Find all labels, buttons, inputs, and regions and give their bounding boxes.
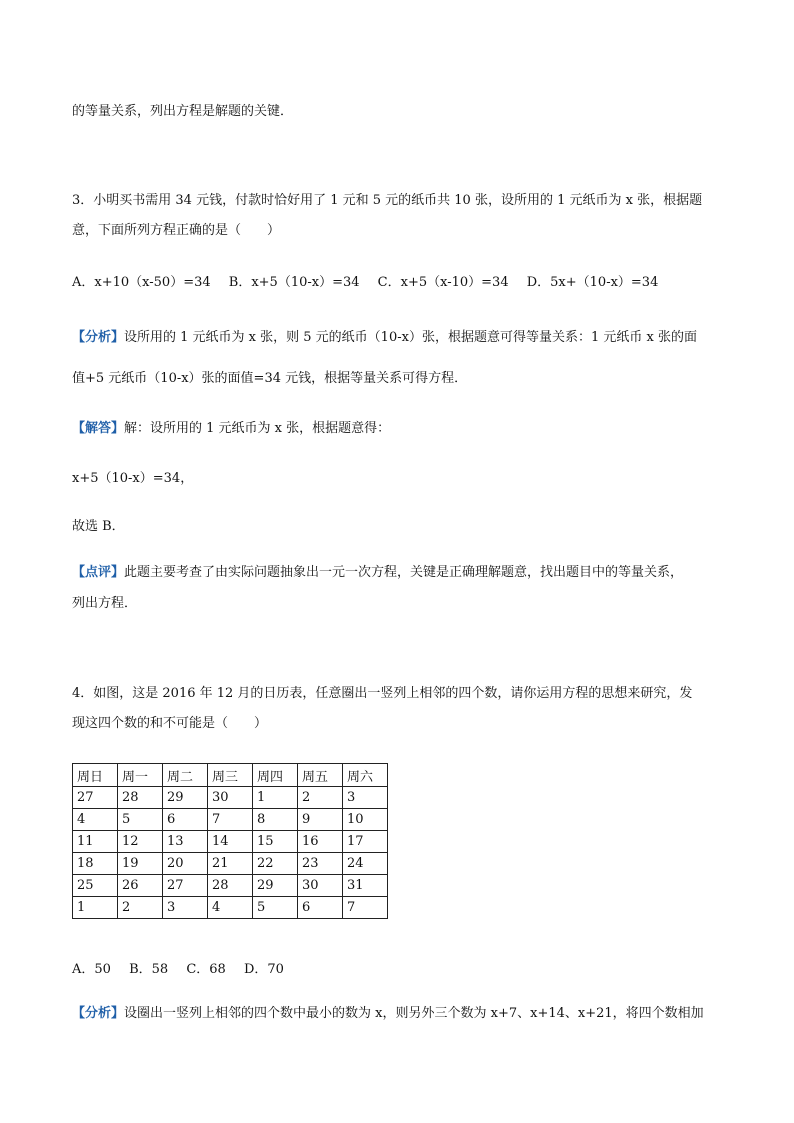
q4-stem-line-2: 现这四个数的和不可能是（ ）	[72, 716, 268, 731]
calendar-cell: 18	[73, 853, 118, 875]
calendar-header-cell: 周六	[343, 764, 388, 787]
calendar-cell: 29	[163, 787, 208, 809]
q3-comment-line-1	[72, 564, 683, 582]
calendar-cell: 1	[253, 787, 298, 809]
calendar-row	[73, 853, 388, 875]
q3-analysis-line-2: 值+5 元纸币（10-x）张的面值=34 元钱，根据等量关系可得方程．	[72, 371, 468, 386]
calendar-header-cell: 周二	[163, 764, 208, 787]
answer-tag: 【解答】	[72, 421, 125, 436]
calendar-cell: 13	[163, 831, 208, 853]
calendar-row	[73, 809, 388, 831]
calendar-header-cell: 周四	[253, 764, 298, 787]
calendar-cell: 30	[208, 787, 253, 809]
calendar-cell: 17	[343, 831, 388, 853]
calendar-row	[73, 875, 388, 897]
calendar-header-cell: 周一	[118, 764, 163, 787]
q3-stem-line-2: 意，下面所列方程正确的是（ ）	[72, 223, 281, 238]
q4-options	[72, 961, 298, 979]
calendar-cell: 23	[298, 853, 343, 875]
q3-option-d: D．5x+（10-x）=34	[526, 275, 659, 290]
q4-option-d: D．70	[243, 962, 284, 977]
calendar-cell: 9	[298, 809, 343, 831]
calendar-cell: 15	[253, 831, 298, 853]
calendar-row	[73, 897, 388, 919]
q3-answer-line-2: x+5（10-x）=34，	[72, 471, 194, 486]
calendar-cell: 27	[73, 787, 118, 809]
q4-option-a: A．50	[72, 962, 111, 977]
analysis-tag: 【分析】	[72, 330, 125, 345]
calendar-cell: 28	[208, 875, 253, 897]
q3-analysis-line-1	[72, 329, 697, 347]
q4-analysis-line-1	[72, 1005, 704, 1023]
calendar-cell: 1	[73, 897, 118, 919]
q3-option-b: B．x+5（10-x）=34	[228, 275, 360, 290]
analysis-tag: 【分析】	[72, 1006, 125, 1021]
calendar-cell: 5	[253, 897, 298, 919]
calendar-row	[73, 787, 388, 809]
calendar-cell: 26	[118, 875, 163, 897]
q3-analysis-text-1: 设所用的 1 元纸币为 x 张，则 5 元的纸币（10-x）张，根据题意可得等量关系：1 元纸币 x 张的面	[124, 330, 697, 345]
calendar-cell: 8	[253, 809, 298, 831]
calendar-cell: 27	[163, 875, 208, 897]
calendar-cell: 11	[73, 831, 118, 853]
calendar-cell: 4	[73, 809, 118, 831]
calendar-cell: 28	[118, 787, 163, 809]
q3-answer-line-3: 故选 B．	[72, 519, 125, 534]
calendar-header-cell: 周五	[298, 764, 343, 787]
q4-stem-line-1: 4．如图，这是 2016 年 12 月的日历表，任意圈出一竖列上相邻的四个数，请你运用方程的思想来研究，发	[72, 686, 693, 701]
calendar-cell: 3	[163, 897, 208, 919]
calendar-header-cell: 周日	[73, 764, 118, 787]
calendar-cell: 19	[118, 853, 163, 875]
comment-tag: 【点评】	[72, 565, 125, 580]
q3-comment-line-2: 列出方程．	[72, 596, 138, 611]
q3-options	[72, 274, 672, 292]
calendar-cell: 25	[73, 875, 118, 897]
q3-stem-line-1: 3．小明买书需用 34 元钱，付款时恰好用了 1 元和 5 元的纸币共 10 张，设所用的 1 元纸币为 x 张，根据题	[72, 193, 703, 208]
calendar-cell: 24	[343, 853, 388, 875]
calendar-header-row	[73, 764, 388, 787]
q4-option-c: C．68	[186, 962, 226, 977]
calendar-cell: 6	[163, 809, 208, 831]
calendar-cell: 4	[208, 897, 253, 919]
calendar-cell: 14	[208, 831, 253, 853]
calendar-table	[72, 763, 388, 919]
calendar-cell: 29	[253, 875, 298, 897]
q3-option-a: A．x+10（x-50）=34	[72, 275, 211, 290]
calendar-cell: 2	[118, 897, 163, 919]
previous-solution-tail: 的等量关系，列出方程是解题的关键．	[72, 104, 294, 119]
q3-option-c: C．x+5（x-10）=34	[377, 275, 509, 290]
calendar-cell: 22	[253, 853, 298, 875]
q3-answer-text-1: 解：设所用的 1 元纸币为 x 张，根据题意得：	[124, 421, 391, 436]
q3-comment-text-1: 此题主要考查了由实际问题抽象出一元一次方程，关键是正确理解题意，找出题目中的等量关系，	[124, 565, 684, 580]
calendar-cell: 20	[163, 853, 208, 875]
calendar-cell: 5	[118, 809, 163, 831]
calendar-cell: 21	[208, 853, 253, 875]
calendar-cell: 16	[298, 831, 343, 853]
calendar-cell: 7	[208, 809, 253, 831]
calendar-cell: 30	[298, 875, 343, 897]
calendar-cell: 10	[343, 809, 388, 831]
calendar-cell: 6	[298, 897, 343, 919]
q3-answer-line-1	[72, 420, 390, 438]
q4-option-b: B．58	[129, 962, 169, 977]
calendar-cell: 31	[343, 875, 388, 897]
calendar-cell: 7	[343, 897, 388, 919]
calendar-cell: 12	[118, 831, 163, 853]
calendar-row	[73, 831, 388, 853]
calendar-cell: 2	[298, 787, 343, 809]
calendar-header-cell: 周三	[208, 764, 253, 787]
calendar-cell: 3	[343, 787, 388, 809]
q4-analysis-text-1: 设圈出一竖列上相邻的四个数中最小的数为 x，则另外三个数为 x+7、x+14、x+21，将四个数相加	[124, 1006, 704, 1021]
